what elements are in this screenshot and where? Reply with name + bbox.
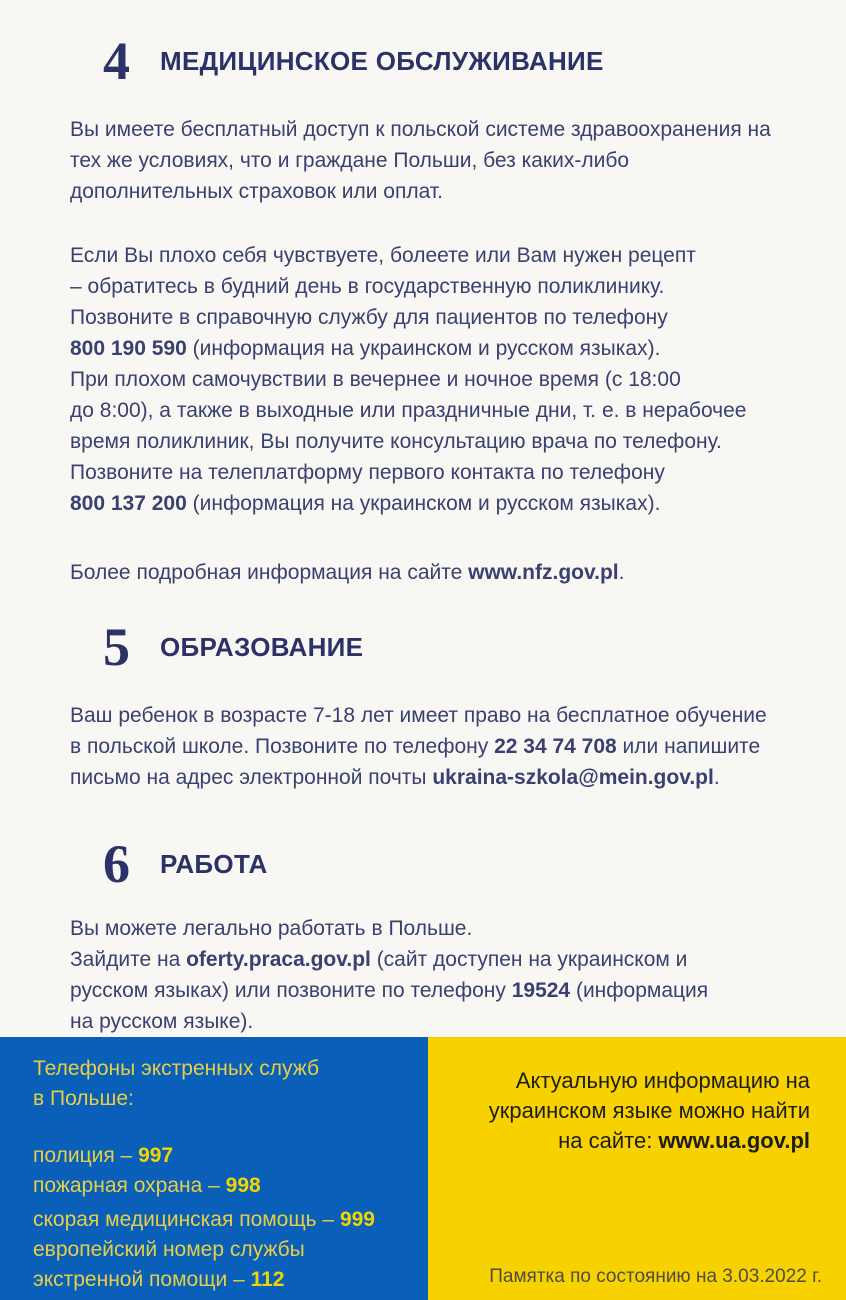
flag-color-band [0, 1037, 846, 1300]
section-title: РАБОТА [160, 848, 268, 879]
ukrainian-info-panel [428, 1037, 846, 1300]
paragraph-education: Ваш ребенок в возрасте 7-18 лет имеет право на бесплатное обучение в польской школе. Позвоните по телефону 22 34 74 708 или напишите письмо на адрес электронной почты ukraina-szkola@mein.gov.pl. [70, 704, 767, 789]
paragraph-medical-website: Более подробная информация на сайте www.nfz.gov.pl. [70, 561, 625, 584]
section-title: МЕДИЦИНСКОЕ ОБСЛУЖИВАНИЕ [160, 45, 604, 76]
section-medical-header [103, 31, 790, 91]
emergency-item-fire: пожарная охрана – 998 [33, 1174, 261, 1197]
info-text: Актуальную информацию на украинском языке можно найти на сайте: www.ua.gov.pl [488, 1068, 810, 1153]
section-number: 6 [103, 834, 130, 894]
emergency-item-ambulance: скорая медицинская помощь – 999 [33, 1208, 375, 1231]
paragraph-work: Вы можете легально работать в Польше. Зайдите на oferty.praca.gov.pl (сайт доступен на украинском и русском языках) или позвоните по телефону 19524 (информация на русском языке). [70, 917, 709, 1033]
date-note: Памятка по состоянию на 3.03.2022 г. [489, 1266, 822, 1288]
section-education-header [103, 617, 790, 677]
section-work-header [103, 834, 790, 894]
section-number: 4 [103, 31, 130, 91]
emergency-title: Телефоны экстренных служб в Польше: [33, 1057, 320, 1110]
emergency-numbers-panel [0, 1037, 428, 1300]
emergency-item-eu-112: европейский номер службы экстренной помощи – 112 [33, 1238, 305, 1291]
section-title: ОБРАЗОВАНИЕ [160, 631, 364, 662]
section-work [70, 834, 790, 1037]
section-education [70, 617, 790, 793]
section-medical-care [70, 31, 790, 588]
emergency-item-police: полиция – 997 [33, 1144, 174, 1167]
paragraph-medical-access: Вы имеете бесплатный доступ к польской системе здравоохранения на тех же условиях, что и граждане Польши, без каких-либо дополнительных страховок или оплат. [70, 118, 771, 203]
section-number: 5 [103, 617, 130, 677]
paragraph-medical-phones: Если Вы плохо себя чувствуете, болеете или Вам нужен рецепт – обратитесь в будний день в государственную поликлинику. Позвоните в справочную службу для пациентов по телефону 800 190 590 (информация на украинском и русском языках). При плохом самочувствии в вечернее и ночное время (с 18:00 до 8:00), а также в выходные или праздничные дни, т. е. в нерабочее время поликлиник, Вы получите консультацию врача по телефону. Позвоните на телеплатформу первого контакта по телефону 800 137 200 (информация на украинском и русском языках). [70, 244, 747, 515]
